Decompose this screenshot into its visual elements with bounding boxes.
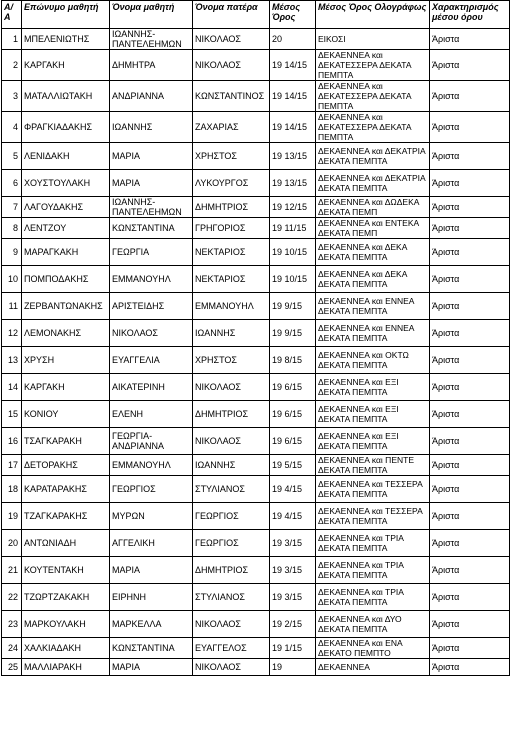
cell-name: ΕΜΜΑΝΟΥΗΛ <box>110 266 193 293</box>
cell-father: ΔΗΜΗΤΡΙΟΣ <box>193 401 270 428</box>
cell-surname: ΖΕΡΒΑΝΤΩΝΑΚΗΣ <box>22 293 110 320</box>
cell-grade: Άριστα <box>430 476 510 503</box>
cell-avg: 19 <box>270 659 316 676</box>
cell-avg-words: ΔΕΚΑΕΝΝΕΑ και ΕΞΙ ΔΕΚΑΤΑ ΠΕΜΠΤΑ <box>316 401 430 428</box>
cell-aa: 6 <box>2 170 22 197</box>
cell-aa: 19 <box>2 503 22 530</box>
cell-aa: 18 <box>2 476 22 503</box>
cell-name: ΑΝΔΡΙΑΝΝΑ <box>110 81 193 112</box>
cell-grade: Άριστα <box>430 218 510 239</box>
cell-aa: 1 <box>2 29 22 50</box>
cell-name: ΑΓΓΕΛΙΚΗ <box>110 530 193 557</box>
table-row <box>2 143 510 170</box>
cell-father: ΔΗΜΗΤΡΙΟΣ <box>193 197 270 218</box>
table-row <box>2 584 510 611</box>
cell-grade: Άριστα <box>430 239 510 266</box>
table-row <box>2 170 510 197</box>
cell-aa: 15 <box>2 401 22 428</box>
table-row <box>2 320 510 347</box>
cell-father: ΚΩΝΣΤΑΝΤΙΝΟΣ <box>193 81 270 112</box>
cell-father: ΝΕΚΤΑΡΙΟΣ <box>193 239 270 266</box>
header-surname: Επώνυμο μαθητή <box>22 1 110 29</box>
cell-surname: ΚΑΡΑΤΑΡΑΚΗΣ <box>22 476 110 503</box>
cell-grade: Άριστα <box>430 170 510 197</box>
cell-avg: 19 13/15 <box>270 170 316 197</box>
table-row <box>2 455 510 476</box>
cell-avg-words: ΔΕΚΑΕΝΝΕΑ και ΔΕΚΑ ΔΕΚΑΤΑ ΠΕΜΠΤΑ <box>316 266 430 293</box>
cell-avg: 19 12/15 <box>270 197 316 218</box>
cell-name: ΙΩΑΝΝΗΣ <box>110 112 193 143</box>
cell-name: ΙΩΑΝΝΗΣ-ΠΑΝΤΕΛΕΗΜΩΝ <box>110 29 193 50</box>
cell-surname: ΚΑΡΓΑΚΗ <box>22 50 110 81</box>
cell-avg: 19 5/15 <box>270 455 316 476</box>
cell-aa: 17 <box>2 455 22 476</box>
cell-father: ΖΑΧΑΡΙΑΣ <box>193 112 270 143</box>
table-row <box>2 347 510 374</box>
cell-avg-words: ΔΕΚΑΕΝΝΕΑ και ΤΕΣΣΕΡΑ ΔΕΚΑΤΑ ΠΕΜΠΤΑ <box>316 503 430 530</box>
cell-avg: 19 2/15 <box>270 611 316 638</box>
cell-grade: Άριστα <box>430 374 510 401</box>
cell-name: ΕΥΑΓΓΕΛΙΑ <box>110 347 193 374</box>
table-row <box>2 557 510 584</box>
table-row <box>2 374 510 401</box>
header-father: Όνομα πατέρα <box>193 1 270 29</box>
cell-name: ΜΑΡΚΕΛΛΑ <box>110 611 193 638</box>
cell-father: ΝΙΚΟΛΑΟΣ <box>193 29 270 50</box>
cell-avg-words: ΕΙΚΟΣΙ <box>316 29 430 50</box>
cell-name: ΜΥΡΩΝ <box>110 503 193 530</box>
table-row <box>2 638 510 659</box>
cell-grade: Άριστα <box>430 112 510 143</box>
cell-grade: Άριστα <box>430 293 510 320</box>
cell-name: ΔΗΜΗΤΡΑ <box>110 50 193 81</box>
table-row <box>2 659 510 676</box>
cell-aa: 22 <box>2 584 22 611</box>
cell-grade: Άριστα <box>430 428 510 455</box>
cell-avg: 19 8/15 <box>270 347 316 374</box>
table-row <box>2 503 510 530</box>
cell-avg: 19 3/15 <box>270 530 316 557</box>
cell-avg-words: ΔΕΚΑΕΝΝΕΑ και ΔΕΚΑΤΡΙΑ ΔΕΚΑΤΑ ΠΕΜΠΤΑ <box>316 143 430 170</box>
table-row <box>2 81 510 112</box>
cell-avg-words: ΔΕΚΑΕΝΝΕΑ και ΤΡΙΑ ΔΕΚΑΤΑ ΠΕΜΠΤΑ <box>316 530 430 557</box>
cell-father: ΕΜΜΑΝΟΥΗΛ <box>193 293 270 320</box>
cell-aa: 16 <box>2 428 22 455</box>
cell-surname: ΧΟΥΣΤΟΥΛΑΚΗ <box>22 170 110 197</box>
cell-surname: ΛΕΝΤΖΟΥ <box>22 218 110 239</box>
cell-name: ΕΛΕΝΗ <box>110 401 193 428</box>
cell-avg-words: ΔΕΚΑΕΝΝΕΑ και ΔΕΚΑ ΔΕΚΑΤΑ ΠΕΜΠΤΑ <box>316 239 430 266</box>
cell-aa: 24 <box>2 638 22 659</box>
cell-father: ΙΩΑΝΝΗΣ <box>193 455 270 476</box>
cell-grade: Άριστα <box>430 503 510 530</box>
cell-avg: 19 1/15 <box>270 638 316 659</box>
cell-avg: 19 3/15 <box>270 557 316 584</box>
cell-avg: 19 6/15 <box>270 428 316 455</box>
cell-avg: 19 10/15 <box>270 239 316 266</box>
cell-aa: 9 <box>2 239 22 266</box>
cell-grade: Άριστα <box>430 611 510 638</box>
cell-surname: ΜΑΡΚΟΥΛΑΚΗ <box>22 611 110 638</box>
cell-name: ΓΕΩΡΓΙΑ-ΑΝΔΡΙΑΝΝΑ <box>110 428 193 455</box>
cell-avg-words: ΔΕΚΑΕΝΝΕΑ και ΕΝΑ ΔΕΚΑΤΟ ΠΕΜΠΤΟ <box>316 638 430 659</box>
cell-grade: Άριστα <box>430 557 510 584</box>
cell-avg: 19 4/15 <box>270 476 316 503</box>
cell-grade: Άριστα <box>430 29 510 50</box>
cell-avg: 19 6/15 <box>270 401 316 428</box>
table-row <box>2 29 510 50</box>
cell-father: ΓΕΩΡΓΙΟΣ <box>193 503 270 530</box>
cell-grade: Άριστα <box>430 455 510 476</box>
cell-avg: 19 14/15 <box>270 112 316 143</box>
cell-surname: ΚΟΥΤΕΝΤΑΚΗ <box>22 557 110 584</box>
cell-surname: ΚΑΡΓΑΚΗ <box>22 374 110 401</box>
cell-avg-words: ΔΕΚΑΕΝΝΕΑ <box>316 659 430 676</box>
cell-avg: 19 6/15 <box>270 374 316 401</box>
cell-father: ΝΙΚΟΛΑΟΣ <box>193 611 270 638</box>
cell-avg-words: ΔΕΚΑΕΝΝΕΑ και ΔΥΟ ΔΕΚΑΤΑ ΠΕΜΠΤΑ <box>316 611 430 638</box>
cell-avg-words: ΔΕΚΑΕΝΝΕΑ και ΔΕΚΑΤΡΙΑ ΔΕΚΑΤΑ ΠΕΜΠΤΑ <box>316 170 430 197</box>
cell-name: ΝΙΚΟΛΑΟΣ <box>110 320 193 347</box>
cell-father: ΛΥΚΟΥΡΓΟΣ <box>193 170 270 197</box>
cell-father: ΔΗΜΗΤΡΙΟΣ <box>193 557 270 584</box>
cell-father: ΓΕΩΡΓΙΟΣ <box>193 530 270 557</box>
cell-name: ΓΕΩΡΓΙΟΣ <box>110 476 193 503</box>
cell-avg-words: ΔΕΚΑΕΝΝΕΑ και ΔΕΚΑΤΕΣΣΕΡΑ ΔΕΚΑΤΑ ΠΕΜΠΤΑ <box>316 81 430 112</box>
cell-aa: 8 <box>2 218 22 239</box>
table-row <box>2 239 510 266</box>
cell-avg-words: ΔΕΚΑΕΝΝΕΑ και ΕΞΙ ΔΕΚΑΤΑ ΠΕΜΠΤΑ <box>316 428 430 455</box>
cell-father: ΧΡΗΣΤΟΣ <box>193 347 270 374</box>
cell-father: ΝΙΚΟΛΑΟΣ <box>193 428 270 455</box>
cell-name: ΙΩΑΝΝΗΣ-ΠΑΝΤΕΛΕΗΜΩΝ <box>110 197 193 218</box>
cell-name: ΓΕΩΡΓΙΑ <box>110 239 193 266</box>
cell-father: ΝΙΚΟΛΑΟΣ <box>193 374 270 401</box>
cell-grade: Άριστα <box>430 197 510 218</box>
cell-grade: Άριστα <box>430 638 510 659</box>
cell-name: ΚΩΝΣΤΑΝΤΙΝΑ <box>110 638 193 659</box>
table-row <box>2 266 510 293</box>
table-body <box>2 29 510 676</box>
cell-father: ΧΡΗΣΤΟΣ <box>193 143 270 170</box>
table-row <box>2 197 510 218</box>
cell-aa: 12 <box>2 320 22 347</box>
cell-surname: ΜΑΛΛΙΑΡΑΚΗ <box>22 659 110 676</box>
cell-surname: ΜΠΕΛΕΝΙΩΤΗΣ <box>22 29 110 50</box>
cell-aa: 2 <box>2 50 22 81</box>
cell-name: ΕΜΜΑΝΟΥΗΛ <box>110 455 193 476</box>
cell-grade: Άριστα <box>430 143 510 170</box>
table-row <box>2 401 510 428</box>
table-row <box>2 50 510 81</box>
cell-aa: 14 <box>2 374 22 401</box>
cell-father: ΝΕΚΤΑΡΙΟΣ <box>193 266 270 293</box>
header-aa: Α/Α <box>2 1 22 29</box>
cell-avg-words: ΔΕΚΑΕΝΝΕΑ και ΔΕΚΑΤΕΣΣΕΡΑ ΔΕΚΑΤΑ ΠΕΜΠΤΑ <box>316 50 430 81</box>
cell-aa: 11 <box>2 293 22 320</box>
cell-avg: 20 <box>270 29 316 50</box>
cell-surname: ΤΖΑΓΚΑΡΑΚΗΣ <box>22 503 110 530</box>
cell-name: ΚΩΝΣΤΑΝΤΙΝΑ <box>110 218 193 239</box>
cell-surname: ΧΡΥΣΗ <box>22 347 110 374</box>
cell-surname: ΑΝΤΩΝΙΑΔΗ <box>22 530 110 557</box>
cell-avg: 19 11/15 <box>270 218 316 239</box>
cell-surname: ΠΟΜΠΟΔΑΚΗΣ <box>22 266 110 293</box>
cell-aa: 5 <box>2 143 22 170</box>
cell-father: ΣΤΥΛΙΑΝΟΣ <box>193 476 270 503</box>
cell-avg-words: ΔΕΚΑΕΝΝΕΑ και ΤΕΣΣΕΡΑ ΔΕΚΑΤΑ ΠΕΜΠΤΑ <box>316 476 430 503</box>
cell-avg: 19 4/15 <box>270 503 316 530</box>
cell-surname: ΔΕΤΟΡΑΚΗΣ <box>22 455 110 476</box>
cell-surname: ΧΑΛΚΙΑΔΑΚΗ <box>22 638 110 659</box>
cell-aa: 25 <box>2 659 22 676</box>
cell-name: ΕΙΡΗΝΗ <box>110 584 193 611</box>
cell-surname: ΤΣΑΓΚΑΡΑΚΗ <box>22 428 110 455</box>
cell-avg-words: ΔΕΚΑΕΝΝΕΑ και ΟΚΤΩ ΔΕΚΑΤΑ ΠΕΜΠΤΑ <box>316 347 430 374</box>
cell-grade: Άριστα <box>430 266 510 293</box>
cell-avg-words: ΔΕΚΑΕΝΝΕΑ και ΤΡΙΑ ΔΕΚΑΤΑ ΠΕΜΠΤΑ <box>316 584 430 611</box>
cell-name: ΑΡΙΣΤΕΙΔΗΣ <box>110 293 193 320</box>
cell-avg: 19 3/15 <box>270 584 316 611</box>
cell-avg-words: ΔΕΚΑΕΝΝΕΑ και ΠΕΝΤΕ ΔΕΚΑΤΑ ΠΕΜΠΤΑ <box>316 455 430 476</box>
cell-grade: Άριστα <box>430 347 510 374</box>
cell-avg: 19 9/15 <box>270 320 316 347</box>
header-grade: Χαρακτηρισμός μέσου όρου <box>430 1 510 29</box>
cell-avg-words: ΔΕΚΑΕΝΝΕΑ και ΤΡΙΑ ΔΕΚΑΤΑ ΠΕΜΠΤΑ <box>316 557 430 584</box>
cell-aa: 23 <box>2 611 22 638</box>
cell-name: ΜΑΡΙΑ <box>110 557 193 584</box>
cell-avg-words: ΔΕΚΑΕΝΝΕΑ και ΕΝΝΕΑ ΔΕΚΑΤΑ ΠΕΜΠΤΑ <box>316 320 430 347</box>
cell-avg: 19 9/15 <box>270 293 316 320</box>
cell-avg-words: ΔΕΚΑΕΝΝΕΑ και ΔΩΔΕΚΑ ΔΕΚΑΤΑ ΠΕΜΠ <box>316 197 430 218</box>
cell-grade: Άριστα <box>430 50 510 81</box>
cell-avg: 19 14/15 <box>270 81 316 112</box>
table-row <box>2 476 510 503</box>
cell-aa: 4 <box>2 112 22 143</box>
header-avg: Μέσος Όρος <box>270 1 316 29</box>
cell-avg-words: ΔΕΚΑΕΝΝΕΑ και ΕΝΤΕΚΑ ΔΕΚΑΤΑ ΠΕΜΠ <box>316 218 430 239</box>
table-row <box>2 530 510 557</box>
cell-avg: 19 14/15 <box>270 50 316 81</box>
cell-aa: 20 <box>2 530 22 557</box>
cell-aa: 21 <box>2 557 22 584</box>
cell-surname: ΛΕΜΟΝΑΚΗΣ <box>22 320 110 347</box>
cell-surname: ΦΡΑΓΚΙΑΔΑΚΗΣ <box>22 112 110 143</box>
header-name: Όνομα μαθητή <box>110 1 193 29</box>
cell-avg-words: ΔΕΚΑΕΝΝΕΑ και ΕΞΙ ΔΕΚΑΤΑ ΠΕΜΠΤΑ <box>316 374 430 401</box>
cell-name: ΜΑΡΙΑ <box>110 170 193 197</box>
table-row <box>2 112 510 143</box>
cell-surname: ΤΖΩΡΤΖΑΚΑΚΗ <box>22 584 110 611</box>
cell-avg: 19 10/15 <box>270 266 316 293</box>
cell-avg-words: ΔΕΚΑΕΝΝΕΑ και ΕΝΝΕΑ ΔΕΚΑΤΑ ΠΕΜΠΤΑ <box>316 293 430 320</box>
grades-table <box>1 0 510 676</box>
cell-father: ΙΩΑΝΝΗΣ <box>193 320 270 347</box>
cell-aa: 7 <box>2 197 22 218</box>
cell-name: ΜΑΡΙΑ <box>110 143 193 170</box>
cell-aa: 13 <box>2 347 22 374</box>
cell-avg: 19 13/15 <box>270 143 316 170</box>
cell-father: ΕΥΑΓΓΕΛΟΣ <box>193 638 270 659</box>
cell-grade: Άριστα <box>430 659 510 676</box>
cell-surname: ΚΟΝΙΟΥ <box>22 401 110 428</box>
cell-grade: Άριστα <box>430 530 510 557</box>
table-row <box>2 611 510 638</box>
table-row <box>2 428 510 455</box>
cell-surname: ΜΑΤΑΛΛΙΩΤΑΚΗ <box>22 81 110 112</box>
cell-father: ΣΤΥΛΙΑΝΟΣ <box>193 584 270 611</box>
cell-aa: 10 <box>2 266 22 293</box>
cell-grade: Άριστα <box>430 320 510 347</box>
header-avg-words: Μέσος Όρος Ολογράφως <box>316 1 430 29</box>
cell-father: ΝΙΚΟΛΑΟΣ <box>193 50 270 81</box>
cell-father: ΝΙΚΟΛΑΟΣ <box>193 659 270 676</box>
table-row <box>2 218 510 239</box>
cell-surname: ΜΑΡΑΓΚΑΚΗ <box>22 239 110 266</box>
cell-grade: Άριστα <box>430 584 510 611</box>
cell-name: ΑΙΚΑΤΕΡΙΝΗ <box>110 374 193 401</box>
cell-grade: Άριστα <box>430 81 510 112</box>
cell-avg-words: ΔΕΚΑΕΝΝΕΑ και ΔΕΚΑΤΕΣΣΕΡΑ ΔΕΚΑΤΑ ΠΕΜΠΤΑ <box>316 112 430 143</box>
cell-surname: ΛΕΝΙΔΑΚΗ <box>22 143 110 170</box>
cell-aa: 3 <box>2 81 22 112</box>
cell-surname: ΛΑΓΟΥΔΑΚΗΣ <box>22 197 110 218</box>
cell-father: ΓΡΗΓΟΡΙΟΣ <box>193 218 270 239</box>
cell-name: ΜΑΡΙΑ <box>110 659 193 676</box>
header-row <box>2 1 510 29</box>
table-row <box>2 293 510 320</box>
cell-grade: Άριστα <box>430 401 510 428</box>
